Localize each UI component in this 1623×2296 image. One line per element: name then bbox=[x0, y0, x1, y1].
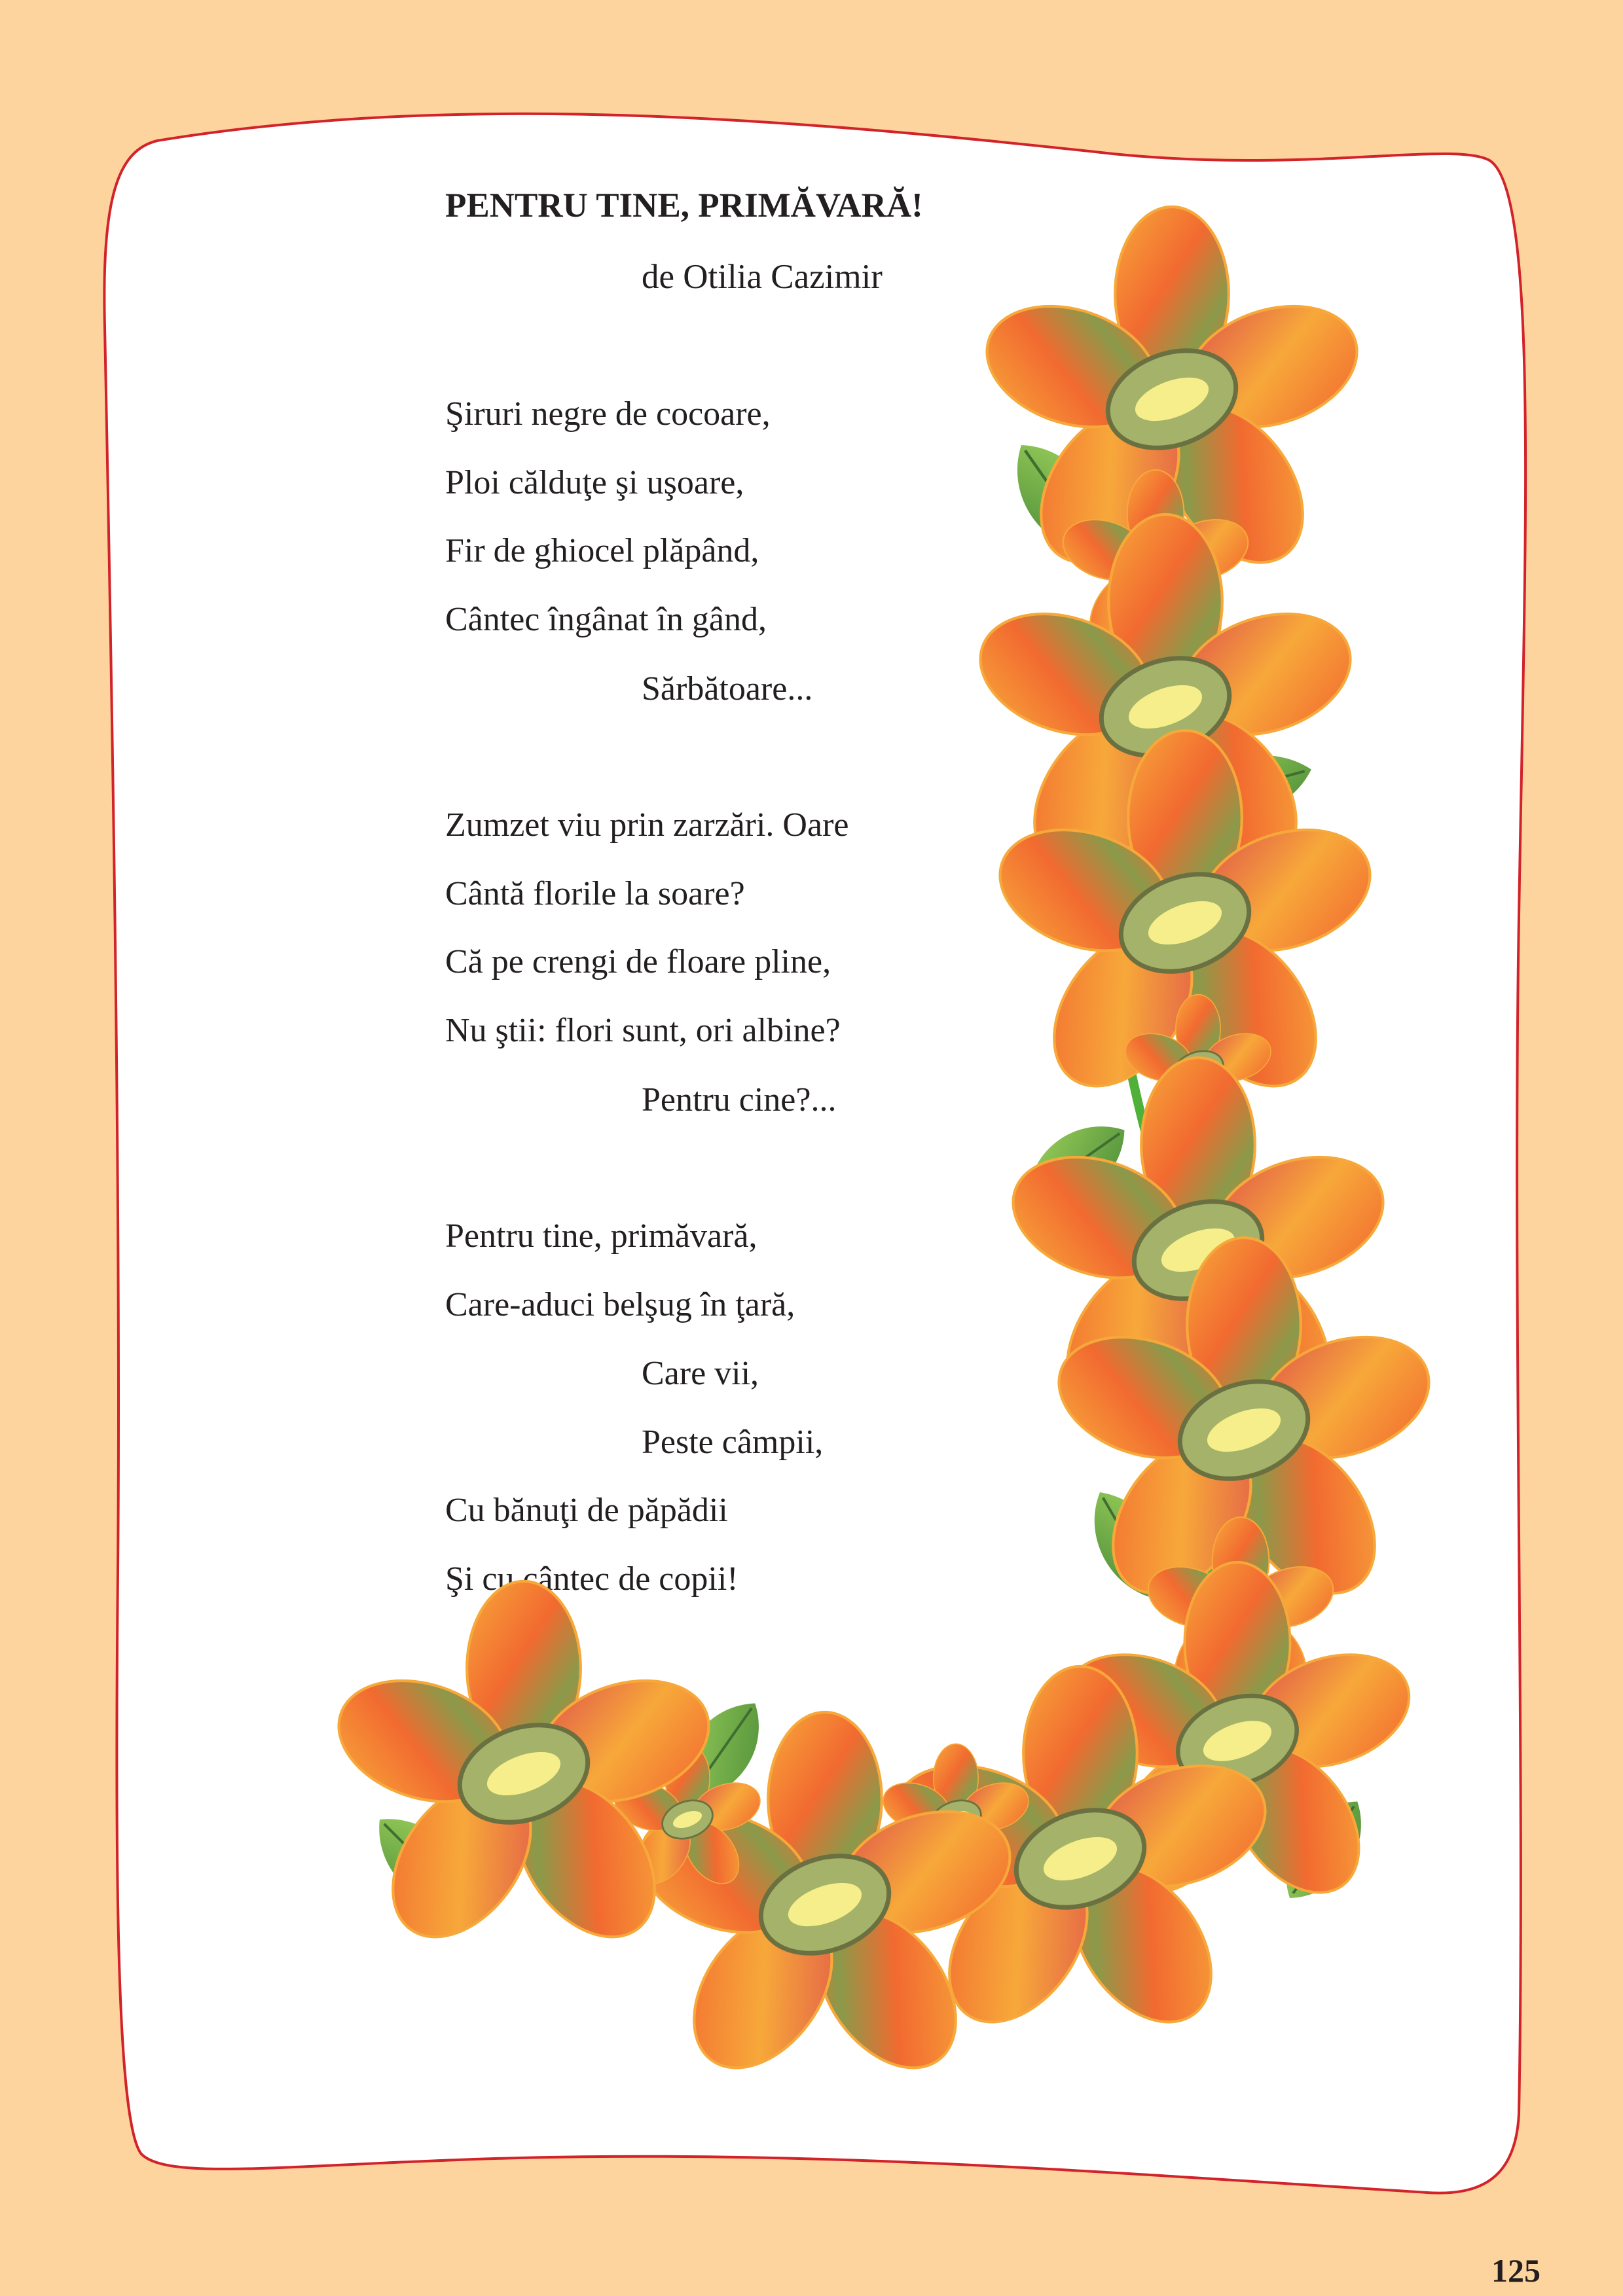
flower-icon bbox=[323, 207, 1445, 2094]
stanza3-line4: Peste câmpii, bbox=[642, 1424, 824, 1461]
stanza1-line1: Şiruri negre de cocoare, bbox=[445, 395, 771, 433]
stanza3-line3: Care vii, bbox=[642, 1355, 759, 1392]
stanza1-line5: Sărbătoare... bbox=[642, 670, 813, 708]
stanza2-line4: Nu ştii: flori sunt, ori albine? bbox=[445, 1012, 841, 1049]
stanza1-line4: Cântec îngânat în gând, bbox=[445, 601, 767, 638]
stanza1-line2: Ploi călduţe şi uşoare, bbox=[445, 464, 744, 501]
poem-author: de Otilia Cazimir bbox=[642, 258, 883, 296]
stanza3-line1: Pentru tine, primăvară, bbox=[445, 1217, 757, 1255]
stanza3-line6: Şi cu cântec de copii! bbox=[445, 1560, 739, 1598]
stanza3-line2: Care-aduci belşug în ţară, bbox=[445, 1286, 795, 1323]
stanza3-line5: Cu bănuţi de păpădii bbox=[445, 1492, 728, 1529]
stanza1-line3: Fir de ghiocel plăpând, bbox=[445, 532, 759, 569]
stanza2-line1: Zumzet viu prin zarzări. Oare bbox=[445, 806, 849, 844]
stanza2-line2: Cântă florile la soare? bbox=[445, 875, 745, 912]
poem-title: PENTRU TINE, PRIMĂVARĂ! bbox=[445, 187, 923, 224]
stanza2-line5: Pentru cine?... bbox=[642, 1081, 837, 1119]
stanza2-line3: Că pe crengi de floare pline, bbox=[445, 943, 831, 980]
page-number: 125 bbox=[1491, 2252, 1541, 2289]
